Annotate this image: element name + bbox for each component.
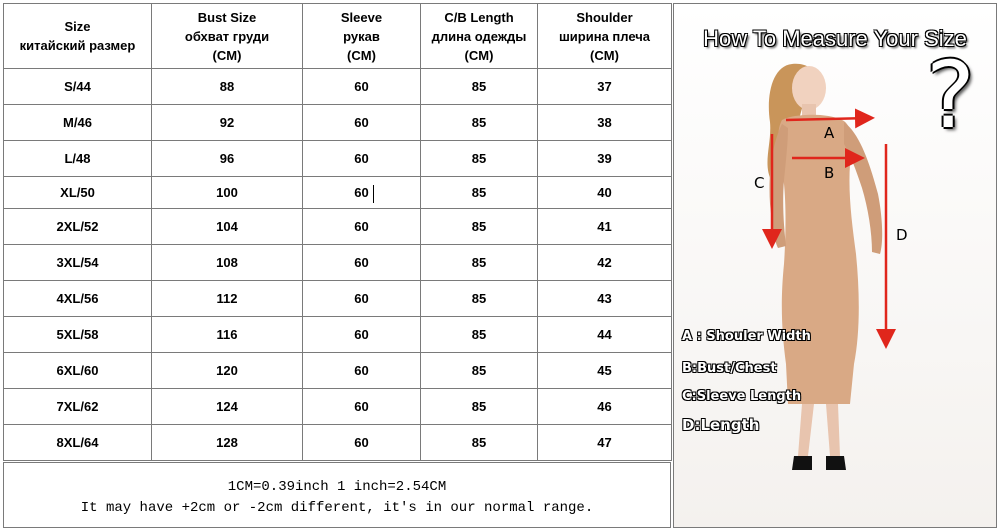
cell-length: 85 bbox=[421, 245, 538, 281]
table-row bbox=[4, 281, 672, 317]
legend-length: D:Length bbox=[682, 416, 760, 434]
cell-shoulder: 43 bbox=[538, 281, 672, 317]
header-size-ru: китайский размер bbox=[19, 38, 136, 53]
cell-length: 85 bbox=[421, 177, 538, 209]
table-row bbox=[4, 353, 672, 389]
cell-shoulder: 42 bbox=[538, 245, 672, 281]
cell-sleeve: 60 bbox=[303, 317, 421, 353]
cell-sleeve: 60 bbox=[303, 105, 421, 141]
cell-sleeve: 60 bbox=[303, 69, 421, 105]
cell-sleeve: 60 bbox=[303, 425, 421, 461]
cell-size: 5XL/58 bbox=[4, 317, 152, 353]
cell-length: 85 bbox=[421, 281, 538, 317]
table-row bbox=[4, 389, 672, 425]
cell-shoulder: 45 bbox=[538, 353, 672, 389]
left-shoe-shape bbox=[792, 456, 812, 470]
cell-length: 85 bbox=[421, 317, 538, 353]
marker-b: B bbox=[824, 164, 835, 182]
table-row bbox=[4, 177, 672, 209]
table-body bbox=[4, 69, 672, 461]
cell-bust: 92 bbox=[152, 105, 303, 141]
cell-bust: 108 bbox=[152, 245, 303, 281]
header-size bbox=[4, 4, 152, 69]
legend-sleeve-length: C:Sleeve Length bbox=[682, 389, 802, 404]
cell-size: 8XL/64 bbox=[4, 425, 152, 461]
cell-size: 4XL/56 bbox=[4, 281, 152, 317]
table-row bbox=[4, 105, 672, 141]
cell-length: 85 bbox=[421, 353, 538, 389]
cell-length: 85 bbox=[421, 141, 538, 177]
header-shoulder-unit: (CM) bbox=[590, 47, 619, 63]
table-row bbox=[4, 209, 672, 245]
cell-shoulder: 46 bbox=[538, 389, 672, 425]
cell-sleeve: 60 bbox=[303, 353, 421, 389]
cell-bust: 112 bbox=[152, 281, 303, 317]
measure-title: How To Measure Your Size bbox=[703, 26, 967, 51]
cell-shoulder: 39 bbox=[538, 141, 672, 177]
cell-shoulder: 41 bbox=[538, 209, 672, 245]
cell-shoulder: 37 bbox=[538, 69, 672, 105]
unit-conversion-text: 1CM=0.39inch 1 inch=2.54CM bbox=[227, 479, 447, 495]
marker-a: A bbox=[824, 124, 835, 142]
cell-bust: 100 bbox=[152, 177, 303, 209]
cell-bust: 124 bbox=[152, 389, 303, 425]
header-sleeve bbox=[303, 4, 421, 69]
cell-size: M/46 bbox=[4, 105, 152, 141]
header-bust bbox=[152, 4, 303, 69]
header-sleeve-en: Sleeve bbox=[340, 9, 383, 25]
header-length-unit: (CM) bbox=[464, 47, 494, 63]
header-length-ru: длина одежды bbox=[431, 28, 527, 44]
cell-sleeve: 60 bbox=[303, 281, 421, 317]
cell-bust: 96 bbox=[152, 141, 303, 177]
legend-shoulder-width: A : Shouler Width bbox=[682, 329, 811, 344]
header-length-en: C/B Length bbox=[444, 9, 514, 25]
tolerance-text: It may have +2cm or -2cm different, it's in our normal range. bbox=[80, 500, 594, 516]
head-shape bbox=[792, 66, 826, 110]
legend-bust-chest: B:Bust/Chest bbox=[682, 361, 777, 376]
conversion-note bbox=[3, 462, 671, 528]
header-shoulder-ru: ширина плеча bbox=[558, 28, 651, 44]
cell-shoulder: 40 bbox=[538, 177, 672, 209]
cell-sleeve: 60 bbox=[303, 245, 421, 281]
cell-length: 85 bbox=[421, 389, 538, 425]
cell-size: S/44 bbox=[4, 69, 152, 105]
cell-size: 2XL/52 bbox=[4, 209, 152, 245]
cell-shoulder: 38 bbox=[538, 105, 672, 141]
cell-bust: 116 bbox=[152, 317, 303, 353]
right-shoe-shape bbox=[826, 456, 846, 470]
table-row bbox=[4, 141, 672, 177]
cell-size: 3XL/54 bbox=[4, 245, 152, 281]
cell-sleeve-selected[interactable]: 60 bbox=[303, 177, 421, 209]
header-sleeve-unit: (CM) bbox=[347, 47, 376, 63]
cell-sleeve: 60 bbox=[303, 209, 421, 245]
cell-length: 85 bbox=[421, 105, 538, 141]
cell-length: 85 bbox=[421, 425, 538, 461]
cell-size: L/48 bbox=[4, 141, 152, 177]
header-shoulder bbox=[538, 4, 672, 69]
table-row bbox=[4, 245, 672, 281]
measure-guide-panel bbox=[673, 3, 997, 528]
marker-d: D bbox=[896, 226, 908, 244]
cell-length: 85 bbox=[421, 209, 538, 245]
header-bust-ru: обхват груди bbox=[184, 28, 270, 44]
marker-c: C bbox=[754, 174, 765, 192]
header-size-en: Size bbox=[64, 19, 91, 34]
cell-shoulder: 44 bbox=[538, 317, 672, 353]
cell-size: 6XL/60 bbox=[4, 353, 152, 389]
header-sleeve-ru: рукав bbox=[343, 28, 380, 44]
table-row bbox=[4, 317, 672, 353]
question-mark-icon: ? bbox=[926, 42, 975, 149]
cell-length: 85 bbox=[421, 69, 538, 105]
cell-size: XL/50 bbox=[4, 177, 152, 209]
header-length bbox=[421, 4, 538, 69]
table-row bbox=[4, 425, 672, 461]
cell-bust: 104 bbox=[152, 209, 303, 245]
size-chart-table bbox=[3, 3, 672, 461]
cell-bust: 128 bbox=[152, 425, 303, 461]
table-row bbox=[4, 69, 672, 105]
table-header bbox=[4, 4, 672, 69]
cell-bust: 120 bbox=[152, 353, 303, 389]
cell-size: 7XL/62 bbox=[4, 389, 152, 425]
cell-bust: 88 bbox=[152, 69, 303, 105]
cell-shoulder: 47 bbox=[538, 425, 672, 461]
cell-sleeve: 60 bbox=[303, 141, 421, 177]
header-shoulder-en: Shoulder bbox=[576, 9, 633, 25]
cell-sleeve: 60 bbox=[303, 389, 421, 425]
header-bust-unit: (CM) bbox=[212, 47, 242, 63]
header-bust-en: Bust Size bbox=[197, 9, 257, 25]
